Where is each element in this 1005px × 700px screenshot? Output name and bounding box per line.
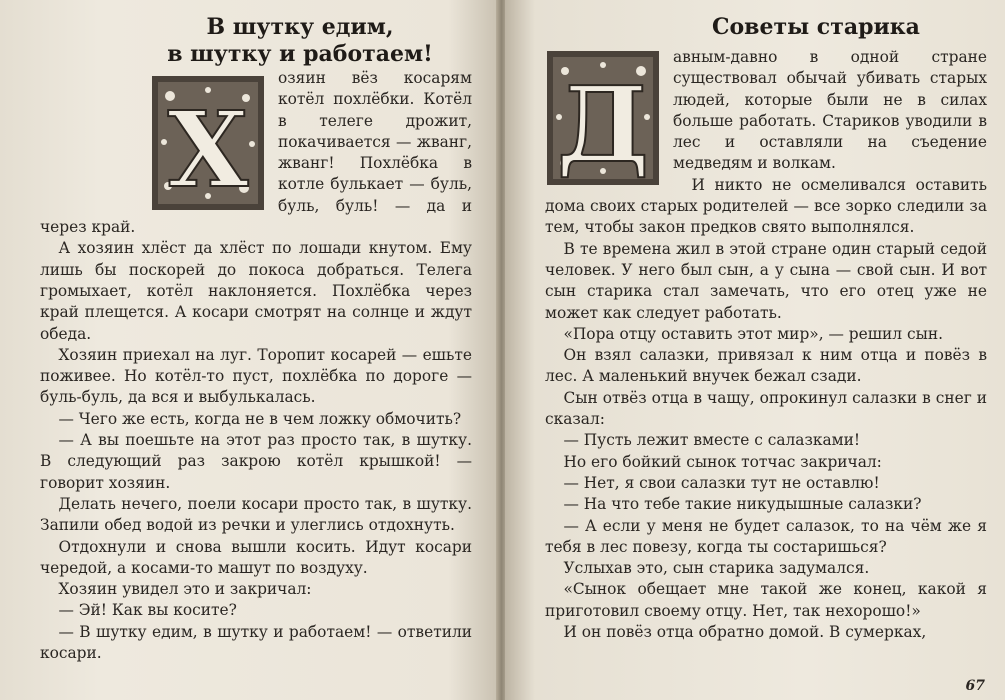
paragraph: «Пора отцу оставить этот мир», — решил сын. bbox=[563, 324, 943, 343]
svg-text:Х: Х bbox=[167, 88, 249, 211]
paragraph: — Пусть лежит вместе с салазками! bbox=[563, 431, 861, 450]
paragraph: Делать нечего, поели косари просто так, в шутку. Запили обед водой из речки и улеглись отдохнуть. bbox=[40, 494, 472, 535]
paragraph: Хозяин увидел это и закричал: bbox=[58, 580, 312, 599]
paragraph: А хозяин хлёст да хлёст по лошади кнутом. Ему лишь бы поскорей до покоса добраться. Телега громыхает, котёл наклоняется. Похлёбка через край плещется. А косари смотрят на солнце и ждут обеда. bbox=[40, 239, 472, 343]
paragraph: Он взял салазки, привязал к ним отца и повёз в лес. А маленький внучек бежал сзади. bbox=[545, 346, 987, 386]
paragraph: — В шутку едим, в шутку и работаем! — ответили косари. bbox=[40, 622, 472, 663]
story-title-right: Советы старика bbox=[712, 14, 920, 40]
paragraph: И он повёз отца обратно домой. В сумерках, bbox=[563, 623, 927, 642]
paragraph: — А вы поешьте на этот раз просто так, в шутку. В следующий раз закрою котёл крышкой! — говорит хозяин. bbox=[40, 431, 472, 492]
page-number: 67 bbox=[965, 678, 985, 694]
paragraph: Сын отвёз отца в чащу, опрокинул салазки в снег и сказал: bbox=[545, 388, 987, 429]
paragraph: авным-давно в одной стране существовал обычай убивать старых людей, которые были не в силах больше работать. Стариков уводили в лес и оставляли на съедение медведям и волкам. bbox=[673, 48, 987, 173]
title-line: В шутку едим, bbox=[206, 14, 394, 40]
paragraph: В те времена жил в этой стране один старый седой человек. У него был сын, а у сына — свой сын. И вот сын старика стал замечать, что его отец уже не может как следует работать. bbox=[545, 239, 987, 322]
title-line: в шутку и работаем! bbox=[167, 41, 433, 67]
paragraph: озяин вёз косарям котёл похлёбки. Котёл в телеге дрожит, покачивается — жванг, жванг! Похлёбка в котле булькает — буль, буль, буль! — да и через край. bbox=[40, 69, 472, 237]
paragraph: — Эй! Как вы косите? bbox=[58, 601, 237, 620]
story-text-right bbox=[545, 47, 987, 643]
paragraph: Хозяин приехал на луг. Торопит косарей — ешьте поживее. Но котёл-то пуст, похлёбка по дороге — буль-буль, да вся и выбулькалась. bbox=[40, 345, 472, 407]
story-text-left bbox=[40, 68, 472, 664]
paragraph: — А если у меня не будет салазок, то на чём же я тебя в лес повезу, когда ты состаришься? bbox=[545, 516, 987, 556]
decorative-dropcap-kha bbox=[150, 74, 266, 212]
paragraph: Но его бойкий сынок тотчас закричал: bbox=[563, 452, 882, 471]
paragraph: — На что тебе такие никудышные салазки? bbox=[563, 495, 922, 514]
decorative-dropcap-de bbox=[545, 49, 661, 187]
left-page bbox=[0, 0, 498, 700]
paragraph: — Чего же есть, когда не в чем ложку обмочить? bbox=[58, 409, 462, 428]
paragraph: Услыхав это, сын старика задумался. bbox=[563, 559, 870, 578]
paragraph: — Нет, я свои салазки тут не оставлю! bbox=[563, 473, 880, 492]
paragraph: И никто не осмеливался оставить дома своих старых родителей — все зорко следили за тем, чтобы закон предков свято выполнялся. bbox=[545, 175, 987, 237]
dropcap-ornament-icon bbox=[150, 74, 266, 212]
dropcap-ornament-icon bbox=[545, 49, 661, 187]
right-page bbox=[505, 0, 1005, 700]
svg-text:Д: Д bbox=[556, 63, 650, 186]
story-title-left bbox=[150, 14, 450, 68]
paragraph: «Сынок обещает мне такой же конец, какой я приготовил своему отцу. Нет, так нехорошо!» bbox=[545, 580, 987, 620]
paragraph: Отдохнули и снова вышли косить. Идут косари чередой, а косами-то машут по воздуху. bbox=[40, 537, 472, 577]
